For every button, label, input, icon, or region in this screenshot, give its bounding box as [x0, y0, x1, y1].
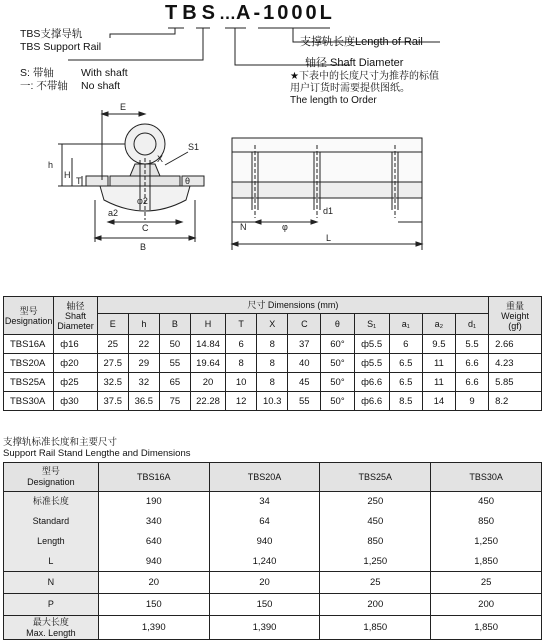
dimension-cell: ф30: [54, 392, 97, 411]
std-length-label-L: L: [4, 552, 99, 572]
note-line-3: The length to Order: [290, 95, 377, 106]
dimension-cell: 12: [226, 392, 257, 411]
dimension-cell: 8: [257, 335, 288, 354]
dimension-cell: 37.5: [97, 392, 128, 411]
max-length-cell: 1,850: [320, 616, 431, 640]
shaft-diameter-label: 轴径 Shaft Diameter: [305, 57, 404, 69]
dimension-cell: 5.85: [489, 373, 542, 392]
model-1: TBS20A: [209, 463, 320, 492]
std-length-row-1: [4, 512, 542, 532]
dimension-cell: 29: [128, 354, 159, 373]
dimension-cell: 36.5: [128, 392, 159, 411]
label-d1: d1: [323, 206, 334, 216]
note-line-1: ★下表中的长度尺寸为推荐的标值: [290, 71, 439, 82]
max-length-label: 最大长度 Max. Length: [4, 616, 99, 640]
model-3: TBS30A: [431, 463, 542, 492]
N-cell: 20: [98, 572, 209, 594]
dimension-cell: 8: [226, 354, 257, 373]
label-L: L: [326, 233, 332, 243]
std-length-cell: 1,240: [209, 552, 320, 572]
dimension-cell: 6: [226, 335, 257, 354]
length-table: [3, 462, 542, 640]
col-shaft: 轴径 Shaft Diameter: [54, 297, 97, 335]
P-cell: 200: [431, 594, 542, 616]
dimension-cell: 8: [257, 373, 288, 392]
dimension-cell: 32: [128, 373, 159, 392]
std-length-cell: 940: [98, 552, 209, 572]
dimension-cell: 50: [159, 335, 190, 354]
dimension-cell: 5.5: [455, 335, 488, 354]
dimension-cell: ф25: [54, 373, 97, 392]
rail-length-label: 支撑轨长度Length of Rail: [300, 36, 423, 48]
designation-cell: TBS25A: [4, 373, 54, 392]
dimension-cell: 2.66: [489, 335, 542, 354]
dimension-cell: 50°: [321, 373, 354, 392]
dimension-row: [4, 392, 542, 411]
side-view-shaft: [232, 138, 422, 182]
with-shaft-value: With shaft: [81, 67, 128, 79]
subheader-cell: H: [190, 314, 225, 335]
dimension-cell: ф20: [54, 354, 97, 373]
dimension-cell: 19.64: [190, 354, 225, 373]
length-table-title-en: Support Rail Stand Lengthe and Dimensions: [3, 448, 191, 459]
std-length-cell: 850: [320, 532, 431, 552]
dimension-cell: 65: [159, 373, 190, 392]
dimension-cell: 25: [97, 335, 128, 354]
P-cell: 150: [209, 594, 320, 616]
std-length-cell: 340: [98, 512, 209, 532]
label-X: X: [157, 154, 164, 164]
P-row: [4, 594, 542, 616]
subheader-cell: C: [288, 314, 321, 335]
col-dimensions: 尺寸 Dimensions (mm): [97, 297, 488, 314]
dimension-cell: 8.2: [489, 392, 542, 411]
dimension-cell: 9: [455, 392, 488, 411]
model-0: TBS16A: [98, 463, 209, 492]
std-length-cell: 1,250: [320, 552, 431, 572]
technical-drawing: [0, 100, 545, 295]
subheader-cell: θ: [321, 314, 354, 335]
dimension-cell: 11: [422, 373, 455, 392]
dimension-cell: 4.23: [489, 354, 542, 373]
std-length-cell: 250: [320, 492, 431, 512]
max-length-cell: 1,390: [209, 616, 320, 640]
dimension-cell: ф16: [54, 335, 97, 354]
dimension-cell: 27.5: [97, 354, 128, 373]
dimension-cell: 22: [128, 335, 159, 354]
max-length-cell: 1,390: [98, 616, 209, 640]
dimension-cell: 22.28: [190, 392, 225, 411]
max-length-cell: 1,850: [431, 616, 542, 640]
std-length-cell: 450: [431, 492, 542, 512]
label-theta: θ: [185, 176, 191, 186]
dimension-cell: 32.5: [97, 373, 128, 392]
subheader-cell: a₂: [422, 314, 455, 335]
dimension-cell: 10: [226, 373, 257, 392]
dimension-cell: 10.3: [257, 392, 288, 411]
subheader-cell: a₁: [389, 314, 422, 335]
std-length-label-en2: Length: [4, 532, 99, 552]
std-length-cell: 640: [98, 532, 209, 552]
note-line-2: 用户订货时需要提供图纸。: [290, 83, 410, 94]
series-en-label: TBS Support Rail: [20, 41, 102, 53]
dimension-cell: 20: [190, 373, 225, 392]
subheader-cell: d₁: [455, 314, 488, 335]
series-cn-label: TBS支撑导轨: [20, 28, 83, 40]
max-length-row: [4, 616, 542, 640]
dimension-cell: 45: [288, 373, 321, 392]
N-cell: 20: [209, 572, 320, 594]
label-E: E: [120, 102, 127, 112]
side-view-rail: [232, 182, 422, 198]
length-table-title-cn: 支撑轨标准长度和主要尺寸: [3, 437, 118, 448]
dimension-cell: ф5.5: [354, 354, 389, 373]
dimension-table: [3, 296, 542, 411]
std-length-label-cn: 标准长度: [4, 492, 99, 512]
designation-cell: TBS16A: [4, 335, 54, 354]
std-length-label-en1: Standard: [4, 512, 99, 532]
dimension-cell: 14.84: [190, 335, 225, 354]
P-cell: 200: [320, 594, 431, 616]
dimension-cell: 50°: [321, 354, 354, 373]
std-length-cell: 940: [209, 532, 320, 552]
code-suffix: A-1000L: [236, 2, 335, 24]
N-row: [4, 572, 542, 594]
designation-cell: TBS30A: [4, 392, 54, 411]
std-length-row-0: [4, 492, 542, 512]
std-length-cell: 190: [98, 492, 209, 512]
model-2: TBS25A: [320, 463, 431, 492]
dimension-cell: ф6.6: [354, 373, 389, 392]
dimension-cell: 55: [159, 354, 190, 373]
code-series: TBS: [165, 2, 220, 24]
col-designation: 型号 Designation: [4, 297, 54, 335]
dimension-cell: 11: [422, 354, 455, 373]
col-designation-2: 型号 Designation: [4, 463, 99, 492]
label-H: H: [64, 170, 71, 180]
dimension-cell: 60°: [321, 335, 354, 354]
no-shaft-key: 一: 不带轴: [20, 80, 68, 92]
label-C: C: [142, 223, 149, 233]
std-length-cell: 34: [209, 492, 320, 512]
dimension-cell: 6.6: [455, 354, 488, 373]
label-N: N: [240, 222, 247, 232]
dimension-cell: 6.6: [455, 373, 488, 392]
dimension-cell: ф6.6: [354, 392, 389, 411]
dimension-cell: 37: [288, 335, 321, 354]
dimension-cell: 75: [159, 392, 190, 411]
std-length-cell: 1,250: [431, 532, 542, 552]
with-shaft-key: S: 带轴: [20, 67, 54, 79]
P-label: P: [4, 594, 99, 616]
N-cell: 25: [320, 572, 431, 594]
subheader-cell: h: [128, 314, 159, 335]
dimension-row: [4, 335, 542, 354]
dimension-cell: 40: [288, 354, 321, 373]
std-length-cell: 1,850: [431, 552, 542, 572]
std-length-cell: 64: [209, 512, 320, 532]
dimension-cell: 50°: [321, 392, 354, 411]
subheader-cell: T: [226, 314, 257, 335]
subheader-cell: S₁: [354, 314, 389, 335]
label-h: h: [48, 160, 54, 170]
dimension-cell: ф5.5: [354, 335, 389, 354]
length-table-header: [4, 463, 542, 492]
dimension-cell: 8: [257, 354, 288, 373]
P-cell: 150: [98, 594, 209, 616]
col-weight: 重量 Weight (gf): [489, 297, 542, 335]
code-leader-lines: [0, 0, 545, 110]
dimension-cell: 14: [422, 392, 455, 411]
subheader-cell: B: [159, 314, 190, 335]
N-label: N: [4, 572, 99, 594]
dimension-cell: 6: [389, 335, 422, 354]
label-S1: S1: [188, 142, 200, 152]
label-P: φ: [282, 222, 288, 232]
no-shaft-value: No shaft: [81, 80, 121, 92]
label-T: T: [76, 176, 82, 186]
dimension-row: [4, 373, 542, 392]
std-length-row-2: [4, 532, 542, 552]
dimension-table-header: [4, 297, 542, 314]
dimension-cell: 55: [288, 392, 321, 411]
dimension-cell: 6.5: [389, 373, 422, 392]
dimension-cell: 9.5: [422, 335, 455, 354]
dimension-row: [4, 354, 542, 373]
designation-cell: TBS20A: [4, 354, 54, 373]
label-phi2: φ2: [137, 196, 148, 206]
N-cell: 25: [431, 572, 542, 594]
code-dots: …: [219, 4, 236, 23]
subheader-cell: E: [97, 314, 128, 335]
subheader-cell: X: [257, 314, 288, 335]
std-length-cell: 450: [320, 512, 431, 532]
dimension-cell: 6.5: [389, 354, 422, 373]
dimension-cell: 8.5: [389, 392, 422, 411]
label-B: B: [140, 242, 147, 252]
label-a2: a2: [108, 208, 119, 218]
std-length-row-3: [4, 552, 542, 572]
std-length-cell: 850: [431, 512, 542, 532]
